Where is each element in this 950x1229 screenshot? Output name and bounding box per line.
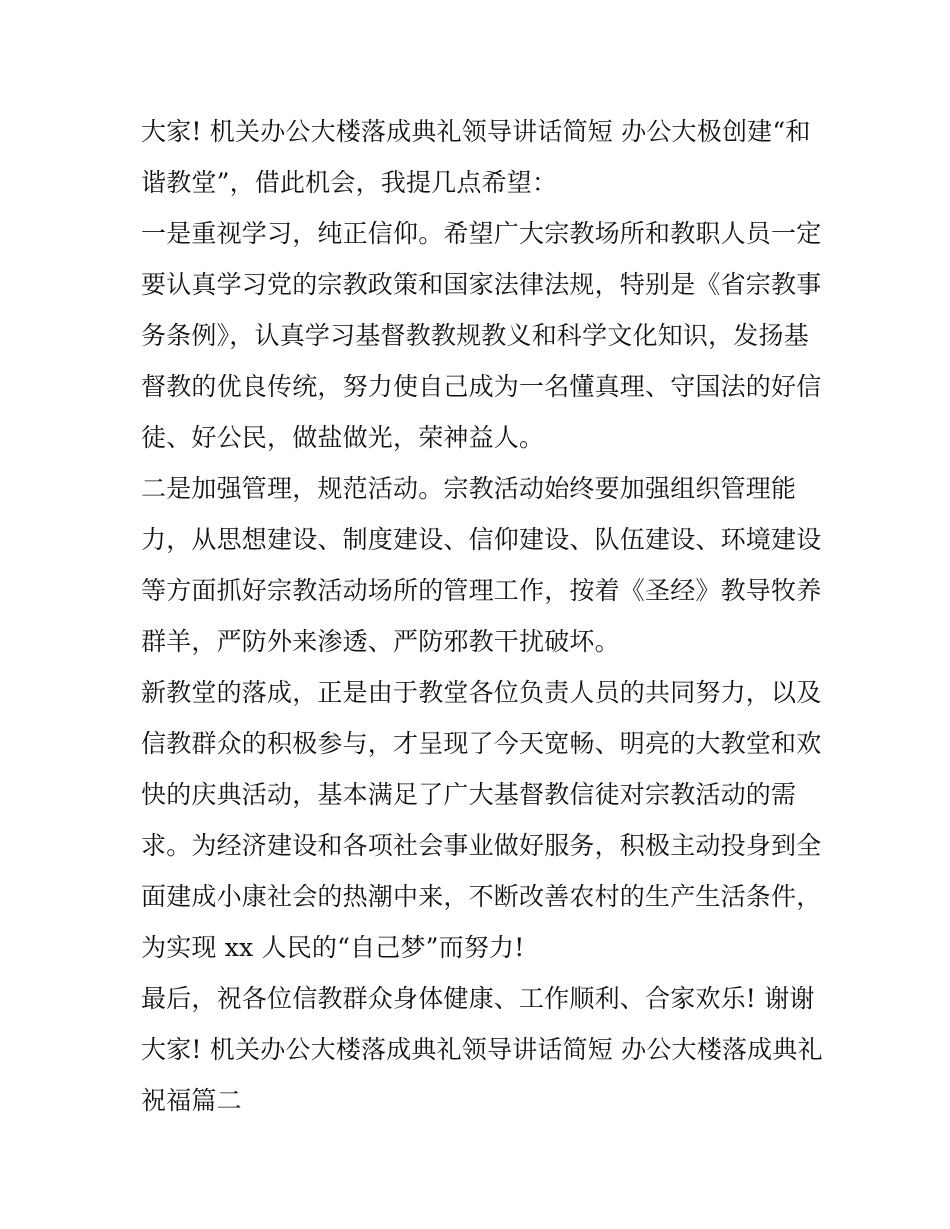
text-line: 要认真学习党的宗教政策和国家法律法规，特别是《省宗教事: [141, 270, 822, 299]
text-line: 群羊，严防外来渗透、严防邪教干扰破坏。: [141, 627, 620, 656]
text-line: 督教的优良传统，努力使自己成为一名懂真理、守国法的好信: [141, 372, 822, 401]
text-line: 面建成小康社会的热潮中来，不断改善农村的生产生活条件，: [141, 882, 822, 911]
text-line: 等方面抓好宗教活动场所的管理工作，按着《圣经》教导牧养: [141, 576, 822, 605]
text-line: 祝福篇二: [141, 1086, 242, 1115]
text-line: 谐教堂”，借此机会，我提几点希望：: [141, 168, 558, 197]
text-line: 信教群众的积极参与，才呈现了今天宽畅、明亮的大教堂和欢: [141, 729, 822, 758]
text-line: 大家! 机关办公大楼落成典礼领导讲话简短 办公大楼落成典礼: [141, 1035, 823, 1064]
text-line: 最后，祝各位信教群众身体健康、工作顺利、合家欢乐! 谢谢: [141, 984, 815, 1013]
text-line: 为实现 xx 人民的“自己梦”而努力!: [141, 933, 525, 962]
text-line: 二是加强管理，规范活动。宗教活动始终要加强组织管理能: [141, 474, 797, 503]
text-line: 一是重视学习，纯正信仰。希望广大宗教场所和教职人员一定: [141, 219, 822, 248]
text-line: 快的庆典活动，基本满足了广大基督教信徒对宗教活动的需: [141, 780, 797, 809]
text-line: 求。为经济建设和各项社会事业做好服务，积极主动投身到全: [141, 831, 822, 860]
text-line: 务条例》，认真学习基督教教规教义和科学文化知识，发扬基: [141, 321, 809, 350]
text-line: 新教堂的落成，正是由于教堂各位负责人员的共同努力，以及: [141, 678, 822, 707]
document-body: [141, 106, 821, 1126]
text-line: 徒、好公民，做盐做光，荣神益人。: [141, 423, 545, 452]
text-line: 力，从思想建设、制度建设、信仰建设、队伍建设、环境建设: [141, 525, 822, 554]
text-line: 大家! 机关办公大楼落成典礼领导讲话简短 办公大极创建“和: [141, 117, 811, 146]
